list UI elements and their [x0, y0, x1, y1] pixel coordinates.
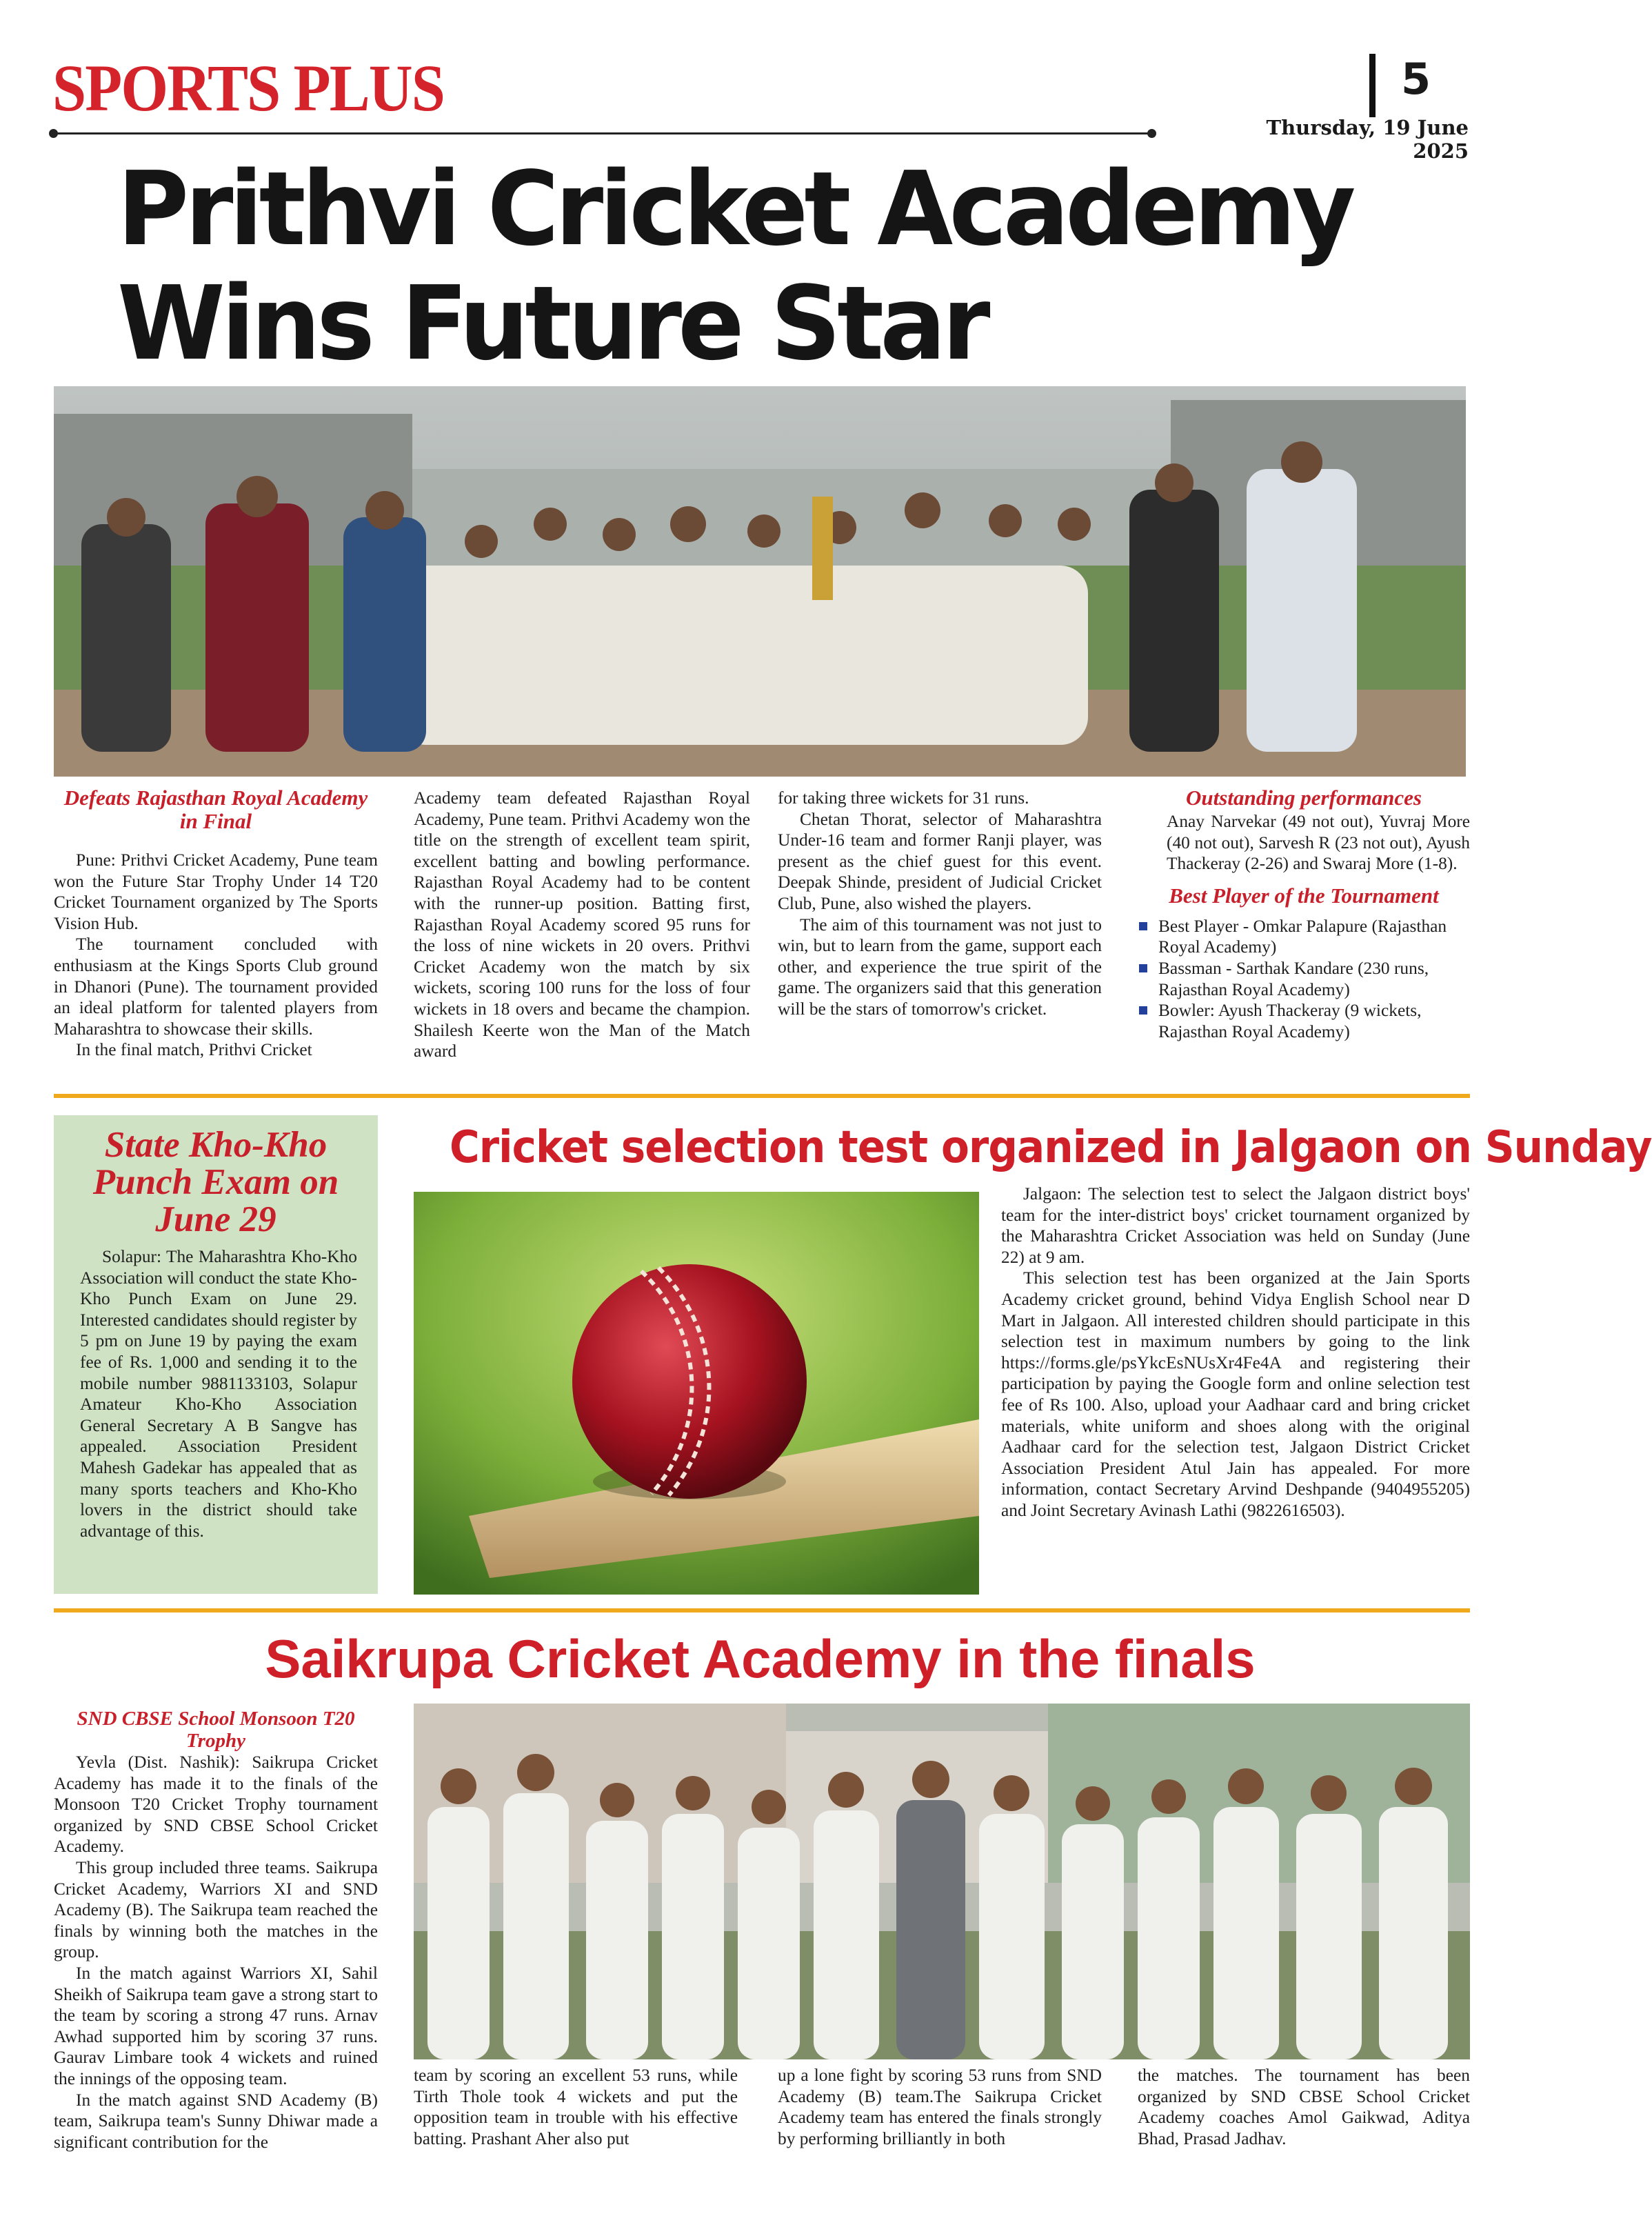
- story1-subhead-best-player: Best Player of the Tournament: [1169, 883, 1439, 908]
- saikrupa-column-1: [54, 1708, 378, 2153]
- saikrupa-column-3: [778, 2065, 1102, 2149]
- saikrupa-subhead: SND CBSE School Monsoon T20 Trophy: [77, 1708, 355, 1752]
- story1-column-3: [778, 788, 1102, 1020]
- paragraph: Pune: Prithvi Cricket Academy, Pune team won the Future Star Trophy Under 14 T20 Cricket Tournament organized by The Sports Vision Hub.: [54, 850, 378, 933]
- team-photo: [54, 386, 1466, 777]
- paragraph: The tournament concluded with enthusiasm at the Kings Sports Club ground in Dhanori (Pune). The tournament provided an ideal platform for talented players from Maharashtra to showcase their skills.: [54, 935, 378, 1039]
- list-item: Bassman - Sarthak Kandare (230 runs, Rajasthan Royal Academy): [1138, 958, 1470, 1000]
- performances-text: Anay Narvekar (49 not out), Yuvraj More (40 not out), Sarvesh R (23 not out), Ayush Thackeray (2-26) and Swaraj More (1-8).: [1167, 812, 1470, 874]
- saikrupa-column-4: [1138, 2065, 1470, 2149]
- headline-line-2: Wins Future Star: [117, 264, 987, 383]
- list-item: Bowler: Ayush Thackeray (9 wickets, Rajasthan Royal Academy): [1138, 1000, 1470, 1042]
- jalgaon-headline: Cricket selection test organized in Jalgaon on Sunday: [450, 1122, 1652, 1173]
- paragraph: In the match against SND Academy (B) team, Saikrupa team's Sunny Dhiwar made a significant contribution for the: [54, 2090, 378, 2152]
- paragraph: for taking three wickets for 31 runs.: [778, 788, 1029, 808]
- khokho-sidebar-box: [54, 1115, 378, 1594]
- headline-line-1: Prithvi Cricket Academy: [117, 150, 1352, 268]
- saikrupa-column-2: [414, 2065, 738, 2149]
- paragraph: This group included three teams. Saikrupa Cricket Academy, Warriors XI and SND Academy (B). The Saikrupa team reached the finals by winning both the matches in the group.: [54, 1857, 378, 1962]
- paragraph: Academy team defeated Rajasthan Royal Academy, Pune team. Prithvi Academy won the title on the strength of excellent team spirit, excellent batting and bowling performance. Rajasthan Royal Academy had to be content with the runner-up position. Batting first, Rajasthan Royal Academy scored 95 runs for the loss of nine wickets in 20 overs. Prithvi Cricket Academy won the match by six wickets, scoring 100 runs for the loss of four wickets in 18 overs and became the champion. Shailesh Keerte won the Man of the Match award: [414, 788, 750, 1061]
- story1-column-1: [54, 786, 378, 1061]
- story1-column-2: [414, 788, 750, 1062]
- page-number: 5: [1401, 54, 1431, 104]
- paragraph: This selection test has been organized at the Jain Sports Academy cricket ground, behind Vidya English School near D Mart in Jalgaon. All interested children should participate in this selection test in maximum numbers by going to the link https://forms.gle/psYkcEsNUsXr4Fe4A and registering their participation by paying the Google form and online selection test fee of Rs 100. Also, upload your Aadhaar card and bring cricket materials, white uniform and shoes along with the original Aadhaar card for the selection test, Jalgaon District Cricket Association President Atul Jain has appealed. For more information, contact Secretary Arvind Deshpande (9404955205) and Joint Secretary Avinash Lathi (9822616503).: [1001, 1268, 1470, 1520]
- paragraph: Chetan Thorat, selector of Maharashtra Under-16 team and former Ranji player, was present as the chief guest for this event. Deepak Shinde, president of Judicial Cricket Club, Pune, also wished the players.: [778, 809, 1102, 913]
- saikrupa-team-photo: [414, 1704, 1470, 2059]
- section-divider: [54, 1094, 1470, 1098]
- story1-subhead-performances: Outstanding performances: [1186, 786, 1422, 810]
- saikrupa-headline: Saikrupa Cricket Academy in the finals: [265, 1628, 1256, 1689]
- masthead-rule: [52, 132, 1153, 134]
- story1-subhead-final: Defeats Rajasthan Royal Academy in Final: [63, 786, 368, 833]
- jalgaon-text: [1001, 1184, 1470, 1521]
- paragraph: Yevla (Dist. Nashik): Saikrupa Cricket Academy has made it to the finals of the Monsoon T20 Cricket Trophy tournament organized by SND CBSE School Cricket Academy.: [54, 1752, 378, 1857]
- paragraph: Solapur: The Maharashtra Kho-Kho Association will conduct the state Kho-Kho Punch Exam on June 29. Interested candidates should register by 5 pm on June 19 by paying the exam fee of Rs. 1,000 and sending it to the mobile number 9881133103, Solapur Amateur Kho-Kho Association General Secretary A B Sangve has appealed. Association President Mahesh Gadekar has appealed that as many sports teachers and Kho-Kho lovers in the district should take advantage of this.: [80, 1247, 357, 1541]
- khokho-text: [80, 1246, 357, 1541]
- section-divider: [54, 1608, 1470, 1612]
- paragraph: In the final match, Prithvi Cricket: [76, 1040, 312, 1060]
- paragraph: In the match against Warriors XI, Sahil Sheikh of Saikrupa team gave a strong start to the team by scoring a strong 47 runs. Arnav Awhad supported him by scoring 37 runs. Gaurav Limbare took 4 wickets and ruined the innings of the opposing team.: [54, 1963, 378, 2088]
- section-title: SPORTS PLUS: [52, 51, 445, 125]
- khokho-title: State Kho-Kho Punch Exam on June 29: [92, 1125, 339, 1239]
- paragraph: the matches. The tournament has been organized by SND CBSE School Cricket Academy coaches Amol Gaikwad, Aditya Bhad, Prasad Jadhav.: [1138, 2066, 1470, 2148]
- paragraph: Jalgaon: The selection test to select the Jalgaon district boys' team for the inter-district boys' cricket tournament organized by the Maharashtra Cricket Association was held on Sunday (June 22) at 9 am.: [1001, 1184, 1470, 1267]
- cricket-ball-photo: [414, 1192, 979, 1595]
- issue-date: Thursday, 19 June 2025: [1266, 116, 1469, 163]
- paragraph: The aim of this tournament was not just to win, but to learn from the game, support each other, and experience the true spirit of the game. The organizers said that this generation will be the stars of tomorrow's cricket.: [778, 915, 1102, 1019]
- list-item: Best Player - Omkar Palapure (Rajasthan Royal Academy): [1138, 916, 1470, 958]
- awards-list: [1138, 916, 1470, 1043]
- story1-column-4: [1138, 786, 1470, 1042]
- paragraph: team by scoring an excellent 53 runs, while Tirth Thole took 4 wickets and put the opposition team in trouble with his effective batting. Prashant Aher also put: [414, 2066, 738, 2148]
- page-number-bar: [1369, 54, 1376, 117]
- paragraph: up a lone fight by scoring 53 runs from SND Academy (B) team.The Saikrupa Cricket Academy team has entered the finals strongly by performing brilliantly in both: [778, 2066, 1102, 2148]
